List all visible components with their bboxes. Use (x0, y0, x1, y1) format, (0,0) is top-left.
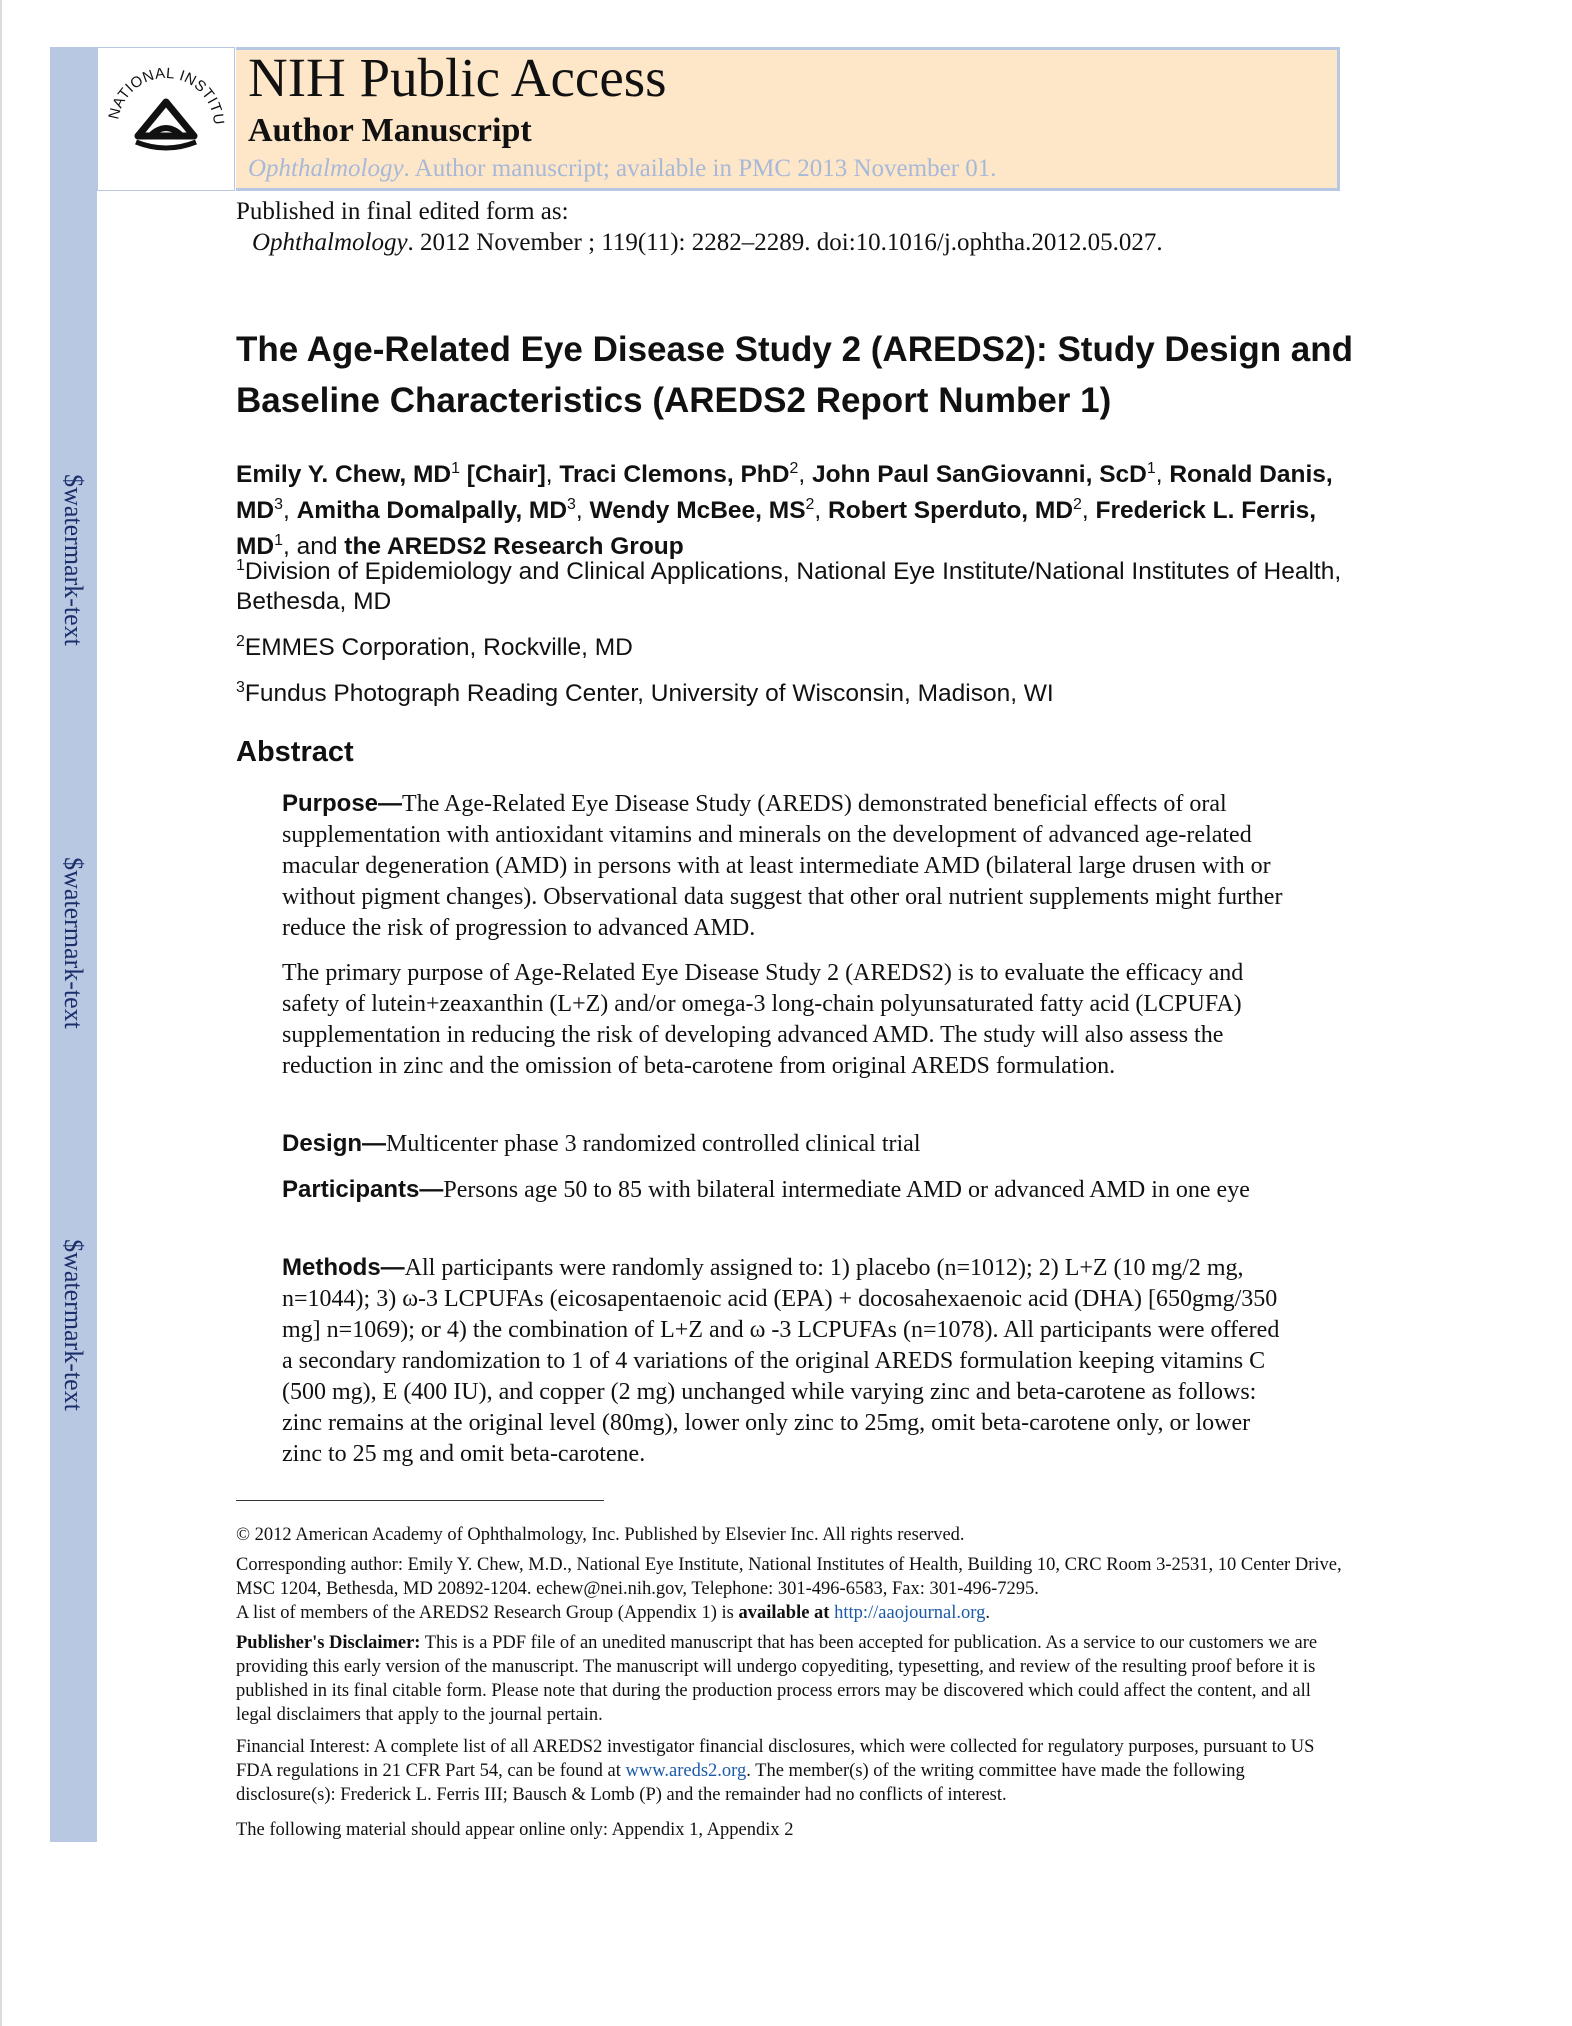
publication-citation (252, 229, 1163, 257)
author-list: Emily Y. Chew, $MD^1$ [Chair], Traci Clemons, PhD$^2$, John Paul SanGiovanni, ScD$^1$, Ronald Danis, $MD^3$, Amitha Domalpally, $MD^3$, Wendy McBee, $MS^2$, Robert Sperduto, $MD^2$, Frederick L. Ferris, $MD^1$, and the AREDS2 Research Group (236, 460, 1333, 561)
methods-label: Methods— (282, 1254, 405, 1281)
svg-text:NATIONAL INSTITUTES OF HEALTH (98, 48, 227, 126)
affiliation-text: Division of Epidemiology and Clinical Applications, National Eye Institute/National Institutes of Health, Bethesda, MD (236, 558, 1342, 616)
author-affil: 3 (274, 496, 283, 514)
disclaimer-label: Publisher's Disclaimer: (236, 1633, 421, 1653)
author-name: John Paul SanGiovanni, ScD (811, 461, 1147, 489)
banner-note (248, 155, 997, 183)
affiliation-number: 3 (236, 679, 245, 696)
author-affil: 1 (1146, 460, 1156, 477)
banner-subtitle: Author Manuscript (248, 112, 532, 149)
banner-title: NIH Public Access (248, 47, 667, 108)
abstract-participants (282, 1174, 1292, 1206)
nih-logo (97, 47, 235, 191)
author-name: Wendy McBee, MS (589, 497, 806, 525)
aaojournal-link[interactable]: http://aaojournal.org (834, 1603, 986, 1623)
author-affil: 1 (274, 532, 283, 550)
purpose-label: Purpose— (282, 790, 403, 817)
author-affil: 1 (451, 460, 460, 477)
banner-journal: Ophthalmology (248, 155, 404, 182)
design-text: Multicenter phase 3 randomized controlled clinical trial (386, 1131, 921, 1157)
watermark-text: $watermark-text (59, 1239, 88, 1411)
methods-text: All participants were randomly assigned to: 1) placebo (n=1012); 2) L+Z (10 mg/2 mg, n=1044); 3) ω-3 LCPUFAs (eicosapentaenoic acid (EPA) + docosahexaenoic acid (DHA) [650gmg/350 mg] n=1069); or 4) the combination of L+Z and ω -3 LCPUFAs (n=1078). All participants were offered a secondary randomization to 1 of 4 variations of the original AREDS formulation keeping vitamins C (500 mg), E (400 IU), and copper (2 mg) unchanged while varying zinc and beta-carotene as follows: zinc remains at the original level (80mg), lower only zinc to 25mg, omit beta-carotene only, or lower zinc to 25 mg and omit beta-carotene. (282, 1255, 1280, 1467)
abstract-purpose-2: The primary purpose of Age-Related Eye Disease Study 2 (AREDS2) is to evaluate the efficacy and safety of lutein+zeaxanthin (L+Z) and/or omega-3 long-chain polyunsaturated fatty acid (LCPUFA) supplementation in reducing the risk of developing advanced AMD. The study will also assess the reduction in zinc and the omission of beta-carotene from original AREDS formulation. (282, 960, 1244, 1079)
affiliation (236, 673, 1346, 709)
purpose-text: The Age-Related Eye Disease Study (AREDS) demonstrated beneficial effects of oral supplementation with antioxidant vitamins and minerals on the development of advanced age-related macular degeneration (AMD) in persons with at least intermediate AMD (bilateral large drusen with or without pigment changes). Observational data suggest that other oral nutrient supplements might further reduce the risk of progression to advanced AMD. (282, 791, 1283, 941)
online-material-note: The following material should appear online only: Appendix 1, Appendix 2 (236, 1820, 794, 1840)
watermark-text: $watermark-text (59, 474, 88, 646)
research-group: the AREDS2 Research Group (344, 533, 684, 561)
author-affil: 2 (805, 496, 815, 514)
members-available: available at (738, 1603, 830, 1623)
affiliation-number: 2 (236, 633, 245, 650)
author-name: Amitha Domalpally, MD (296, 497, 568, 525)
affiliation (236, 551, 1346, 617)
author-name: Frederick L. Ferris, MD (236, 497, 1317, 561)
financial-interest (236, 1735, 1346, 1807)
author-role: [Chair] (459, 461, 546, 489)
publisher-disclaimer (236, 1631, 1346, 1727)
participants-label: Participants— (282, 1176, 444, 1203)
copyright-note: © 2012 American Academy of Ophthalmology, Inc. Published by Elsevier Inc. All rights reserved. (236, 1525, 965, 1545)
published-label: Published in final edited form as: (236, 198, 569, 225)
citation-text: . 2012 November ; 119(11): 2282–2289. doi:10.1016/j.ophtha.2012.05.027. (407, 229, 1163, 256)
author-name: Emily Y. Chew, MD (236, 461, 452, 489)
banner-note-text: . Author manuscript; available in PMC 2013 November 01. (403, 155, 997, 182)
author-name: Ronald Danis, MD (236, 461, 1333, 525)
areds2-link[interactable]: www.areds2.org (625, 1761, 747, 1781)
watermark-text: $watermark-text (59, 857, 88, 1029)
financial-post: . The member(s) of the writing committee have made the following disclosure(s): Frederick L. Ferris III; Bausch & Lomb (P) and the remainder had no conflicts of interest. (236, 1761, 1245, 1805)
participants-text: Persons age 50 to 85 with bilateral intermediate AMD or advanced AMD in one eye (443, 1177, 1250, 1203)
nih-seal-icon (98, 48, 234, 190)
footnote-divider (236, 1500, 604, 1501)
corresponding-author (236, 1553, 1346, 1625)
author-affil: 3 (567, 496, 576, 514)
author-name: Robert Sperduto, MD (828, 497, 1074, 525)
financial-text: Financial Interest: A complete list of all AREDS2 investigator financial disclosures, which were collected for regulatory purposes, pursuant to US FDA regulations in 21 CFR Part 54, can be found at (236, 1737, 1315, 1781)
disclaimer-text: This is a PDF file of an unedited manuscript that has been accepted for publication. As a service to our customers we are providing this early version of the manuscript. The manuscript will undergo copyediting, typesetting, and review of the resulting proof before it is published in its final citable form. Please note that during the production process errors may be discovered which could affect the content, and all legal disclaimers that apply to the journal pertain. (236, 1633, 1318, 1725)
paper-title: The Age-Related Eye Disease Study 2 (AREDS2): Study Design and Baseline Characteristics (AREDS2 Report Number 1) (236, 330, 1354, 420)
logo-arc-text: NATIONAL INSTITU (105, 64, 228, 126)
author-affil: 2 (789, 460, 799, 477)
affiliation-text: Fundus Photograph Reading Center, University of Wisconsin, Madison, WI (244, 680, 1054, 708)
corresponding-text: Corresponding author: Emily Y. Chew, M.D., National Eye Institute, National Institutes of Health, Building 10, CRC Room 3-2531, 10 Center Drive, MSC 1204, Bethesda, MD 20892-1204. echew@nei.nih.gov, Telephone: 301-496-6583, Fax: 301-496-7295. (236, 1555, 1342, 1599)
abstract-methods (282, 1252, 1292, 1470)
citation-journal: Ophthalmology (252, 229, 408, 256)
affiliation (236, 627, 1346, 663)
members-text: A list of members of the AREDS2 Research Group (Appendix 1) is (236, 1603, 739, 1623)
abstract-design (282, 1128, 1292, 1160)
author-affil: 2 (1073, 496, 1082, 514)
members-post: . (985, 1603, 990, 1623)
abstract-heading: Abstract (236, 736, 354, 768)
abstract-purpose (282, 788, 1292, 944)
affiliation-number: 1 (236, 557, 245, 574)
affiliation-text: EMMES Corporation, Rockville, MD (244, 634, 633, 662)
page-edge (0, 0, 2, 2026)
authors-join: , and (282, 533, 345, 561)
author-name: Traci Clemons, PhD (559, 461, 790, 489)
design-label: Design— (282, 1130, 387, 1157)
